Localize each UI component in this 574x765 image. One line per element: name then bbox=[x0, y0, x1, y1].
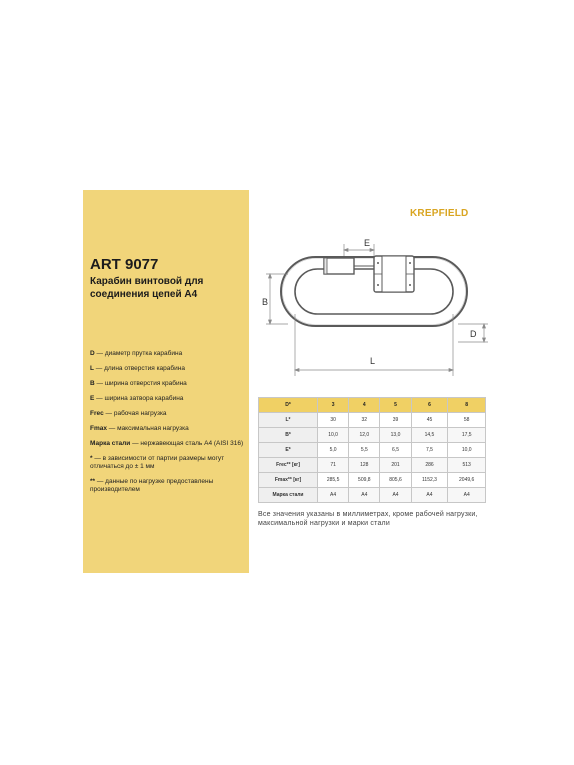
screw-gate bbox=[324, 256, 414, 292]
table-cell: 14,5 bbox=[411, 428, 448, 443]
legend-item-tolerance: * — в зависимости от партии размеры могут отличаться до ± 1 мм bbox=[90, 455, 225, 470]
table-row bbox=[259, 458, 486, 473]
legend-item-steel: Марка стали — нержавеющая сталь А4 (AISI 316) bbox=[90, 440, 244, 447]
table-header-cell: 5 bbox=[380, 398, 411, 413]
table-cell: 13,0 bbox=[380, 428, 411, 443]
label-l: L bbox=[370, 356, 376, 366]
table-cell: 30 bbox=[318, 413, 349, 428]
table-cell: 45 bbox=[411, 413, 448, 428]
legend-item-e: E — ширина затвора карабина bbox=[90, 395, 184, 402]
table-header-cell: 4 bbox=[349, 398, 380, 413]
table-cell: 10,0 bbox=[448, 443, 486, 458]
row-label: Frec** [кг] bbox=[259, 458, 318, 473]
legend-item-fmax: Fmax — максимальная нагрузка bbox=[90, 425, 189, 432]
legend-item-load-note: ** — данные по нагрузке предоставлены производителем bbox=[90, 478, 214, 493]
table-cell: 39 bbox=[380, 413, 411, 428]
table-cell: 805,6 bbox=[380, 473, 411, 488]
product-title: ART 9077 bbox=[90, 256, 159, 273]
table-cell: 2049,6 bbox=[448, 473, 486, 488]
units-note: Все значения указаны в миллиметрах, кроме рабочей нагрузки, максимальной нагрузки и марки стали bbox=[258, 511, 478, 527]
table-cell: 201 bbox=[380, 458, 411, 473]
legend-item-d: D — диаметр прутка карабина bbox=[90, 350, 183, 357]
legend-item-b: B — ширина отверстия крабина bbox=[90, 380, 187, 387]
row-label: B* bbox=[259, 428, 318, 443]
table-cell: 6,5 bbox=[380, 443, 411, 458]
table-cell: 7,5 bbox=[411, 443, 448, 458]
table-cell: А4 bbox=[349, 488, 380, 503]
table-cell: 32 bbox=[349, 413, 380, 428]
table-cell: 5,5 bbox=[349, 443, 380, 458]
table-cell: А4 bbox=[411, 488, 448, 503]
row-label: L* bbox=[259, 413, 318, 428]
legend-item-frec: Frec — рабочая нагрузка bbox=[90, 410, 167, 417]
table-row bbox=[259, 443, 486, 458]
table-cell: 58 bbox=[448, 413, 486, 428]
table-cell: 10,0 bbox=[318, 428, 349, 443]
dimension-l bbox=[295, 314, 453, 376]
row-label: Марка стали bbox=[259, 488, 318, 503]
table-row bbox=[259, 473, 486, 488]
label-b: B bbox=[262, 297, 269, 307]
table-cell: 5,0 bbox=[318, 443, 349, 458]
label-e: E bbox=[364, 238, 371, 248]
table-cell: 71 bbox=[318, 458, 349, 473]
carabiner-diagram bbox=[258, 234, 490, 384]
row-label: E* bbox=[259, 443, 318, 458]
table-header-cell: 3 bbox=[318, 398, 349, 413]
table-cell: А4 bbox=[318, 488, 349, 503]
table-cell: 285,5 bbox=[318, 473, 349, 488]
dimension-b bbox=[266, 274, 288, 324]
table-header-cell: D* bbox=[259, 398, 318, 413]
table-row bbox=[259, 413, 486, 428]
table-cell: 128 bbox=[349, 458, 380, 473]
table-cell: 286 bbox=[411, 458, 448, 473]
label-d: D bbox=[470, 329, 477, 339]
table-header-cell: 6 bbox=[411, 398, 448, 413]
table-header-cell: 8 bbox=[448, 398, 486, 413]
table-cell: 12,0 bbox=[349, 428, 380, 443]
legend-item-l: L — длина отверстия карабина bbox=[90, 365, 185, 372]
spec-table bbox=[258, 397, 486, 503]
table-cell: 509,8 bbox=[349, 473, 380, 488]
brand-logo: KREPFIELD bbox=[410, 208, 469, 219]
table-cell: А4 bbox=[448, 488, 486, 503]
table-cell: 1152,3 bbox=[411, 473, 448, 488]
legend-list bbox=[90, 350, 250, 501]
table-cell: 17,5 bbox=[448, 428, 486, 443]
product-subtitle: Карабин винтовой для соединения цепей А4 bbox=[90, 276, 204, 300]
table-cell: А4 bbox=[380, 488, 411, 503]
table-row bbox=[259, 428, 486, 443]
table-row bbox=[259, 488, 486, 503]
table-cell: 513 bbox=[448, 458, 486, 473]
table-header-row bbox=[259, 398, 486, 413]
row-label: Fmax** [кг] bbox=[259, 473, 318, 488]
